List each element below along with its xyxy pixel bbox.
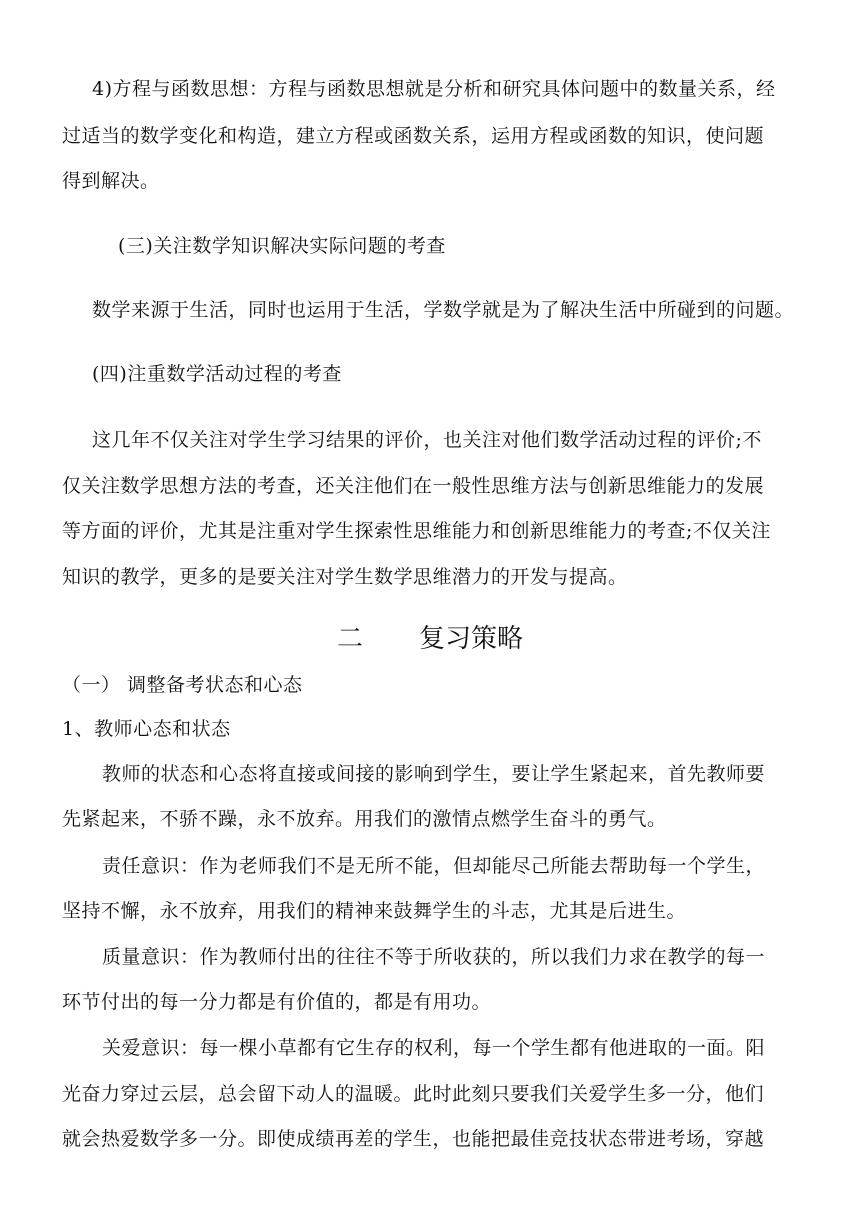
paragraph-line: 得到解决。 xyxy=(62,170,160,192)
paragraph-line: 知识的教学，更多的是要关注对学生数学思维潜力的开发与提高。 xyxy=(62,566,628,588)
section-heading-number: 二 xyxy=(336,624,363,654)
paragraph-line: 光奋力穿过云层，总会留下动人的温暖。此时此刻只要我们关爱学生多一分，他们 xyxy=(62,1083,765,1105)
paragraph-line: 环节付出的每一分力都是有价值的，都是有用功。 xyxy=(62,991,492,1013)
paragraph-line: 质量意识：作为教师付出的往往不等于所收获的，所以我们力求在教学的每一 xyxy=(102,946,766,968)
paragraph-line: 坚持不懈，永不放弃，用我们的精神来鼓舞学生的斗志，尤其是后进生。 xyxy=(62,900,687,922)
item-title: 1、教师心态和状态 xyxy=(62,718,231,740)
paragraph-line: 先紧起来，不骄不躁，永不放弃。用我们的激情点燃学生奋斗的勇气。 xyxy=(62,808,667,830)
paragraph-line: 这几年不仅关注对学生学习结果的评价，也关注对他们数学活动过程的评价;不 xyxy=(92,429,762,451)
paragraph-line: 4)方程与函数思想：方程与函数思想就是分析和研究具体问题中的数量关系，经 xyxy=(92,78,776,100)
paragraph-line: 仅关注数学思想方法的考查，还关注他们在一般性思维方法与创新思维能力的发展 xyxy=(62,475,765,497)
section-heading-text: 复习策略 xyxy=(419,624,524,654)
paragraph-line: 关爱意识：每一棵小草都有它生存的权利，每一个学生都有他进取的一面。阳 xyxy=(102,1037,766,1059)
subsection-title: (三)关注数学知识解决实际问题的考查 xyxy=(118,235,446,257)
subsection-title: （一） 调整备考状态和心态 xyxy=(62,674,303,696)
paragraph-line: 数学来源于生活，同时也运用于生活，学数学就是为了解决生活中所碰到的问题。 xyxy=(92,299,795,321)
paragraph-line: 就会热爱数学多一分。即使成绩再差的学生，也能把最佳竞技状态带进考场，穿越 xyxy=(62,1128,765,1150)
paragraph-line: 教师的状态和心态将直接或间接的影响到学生，要让学生紧起来，首先教师要 xyxy=(102,763,766,785)
section-heading xyxy=(0,618,860,655)
paragraph-line: 责任意识：作为老师我们不是无所不能，但却能尽己所能去帮助每一个学生， xyxy=(102,855,766,877)
paragraph-line: 等方面的评价，尤其是注重对学生探索性思维能力和创新思维能力的考查;不仅关注 xyxy=(62,520,771,542)
subsection-title: (四)注重数学活动过程的考查 xyxy=(92,363,342,385)
paragraph-line: 过适当的数学变化和构造，建立方程或函数关系，运用方程或函数的知识，使问题 xyxy=(62,125,765,147)
